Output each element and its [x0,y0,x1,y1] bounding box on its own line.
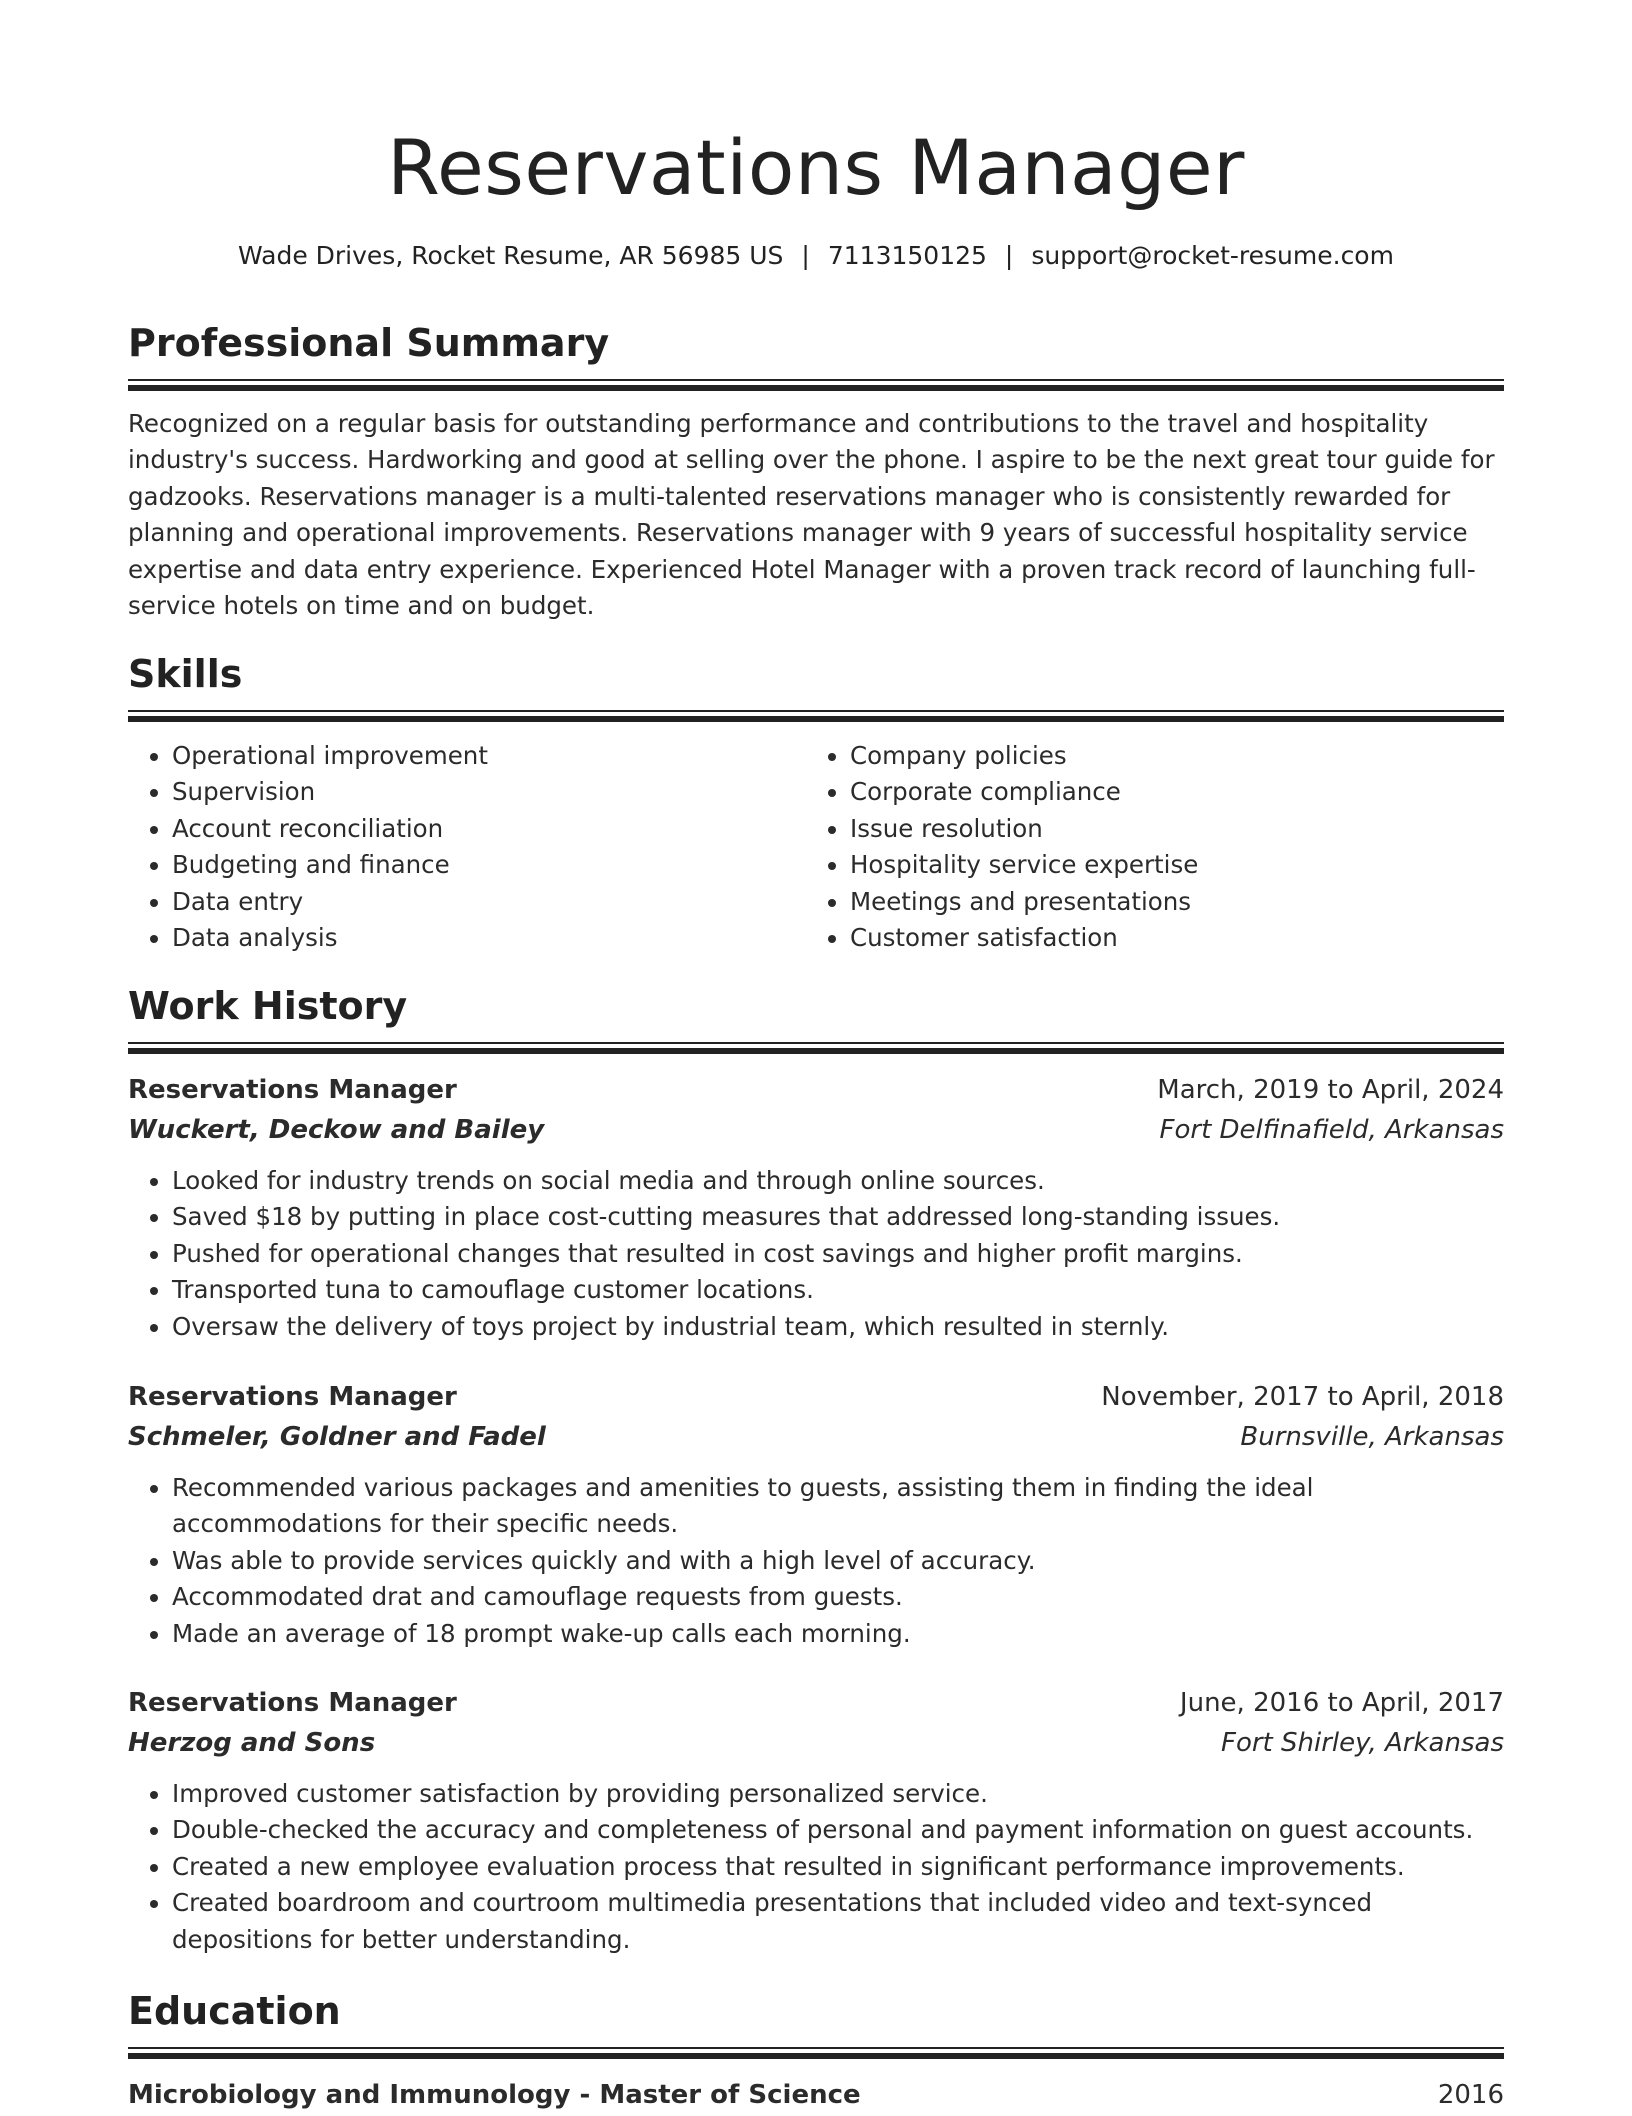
job-dates: June, 2016 to April, 2017 [1179,1688,1504,1718]
job-bullet: • Was able to provide services quickly and with a high level of accuracy. [172,1543,1504,1579]
job-bullet: • Saved $18 by putting in place cost-cutting measures that addressed long-standing issues. [172,1199,1504,1235]
job-location: Fort Delfinafield, Arkansas [1159,1115,1504,1145]
section-divider [128,1042,1504,1054]
section-heading-skills: Skills [128,652,243,696]
education-year: 2016 [1437,2080,1504,2110]
job-bullet: • Pushed for operational changes that resulted in cost savings and higher profit margins. [172,1236,1504,1272]
skill-item: • Data analysis [172,920,804,956]
job-bullet: • Oversaw the delivery of toys project by industrial team, which resulted in sternly. [172,1309,1504,1345]
skill-item: • Corporate compliance [850,774,1482,810]
skill-item: • Operational improvement [172,738,804,774]
job-bullet: • Accommodated drat and camouflage requests from guests. [172,1579,1504,1615]
work-history-section [128,982,1504,1054]
skill-item: • Budgeting and finance [172,847,804,883]
skill-item: • Data entry [172,884,804,920]
job-entry [128,1378,1504,1652]
job-bullets [128,1163,1504,1345]
job-dates: November, 2017 to April, 2018 [1101,1382,1504,1412]
job-location: Burnsville, Arkansas [1240,1422,1504,1452]
skill-item: • Supervision [172,774,804,810]
resume-title: Reservations Manager [387,123,1245,212]
section-divider [128,2047,1504,2059]
job-bullet: • Looked for industry trends on social media and through online sources. [172,1163,1504,1199]
job-dates: March, 2019 to April, 2024 [1157,1075,1504,1105]
contact-phone: 7113150125 [827,241,987,270]
skill-item: • Issue resolution [850,811,1482,847]
skill-item: • Company policies [850,738,1482,774]
job-bullet: • Improved customer satisfaction by providing personalized service. [172,1776,1504,1812]
skill-item: • Meetings and presentations [850,884,1482,920]
job-title: Reservations Manager [128,1075,457,1105]
skills-column-right [806,738,1482,956]
job-bullet: • Transported tuna to camouflage customer locations. [172,1272,1504,1308]
job-company: Wuckert, Deckow and Bailey [128,1115,545,1145]
section-heading-education: Education [128,1989,341,2033]
job-bullet: • Created boardroom and courtroom multimedia presentations that included video and text-synced depositions for better understanding. [172,1885,1504,1958]
skill-item: • Customer satisfaction [850,920,1482,956]
contact-address: Wade Drives, Rocket Resume, AR 56985 US [238,241,784,270]
contact-separator: | [801,241,810,270]
education-section [128,1987,1504,2059]
job-bullet: • Made an average of 18 prompt wake-up calls each morning. [172,1616,1504,1652]
summary-section [128,319,1504,391]
job-bullet: • Recommended various packages and amenities to guests, assisting them in finding the ideal accommodations for their specific needs. [172,1470,1504,1543]
skill-item: • Account reconciliation [172,811,804,847]
job-company: Schmeler, Goldner and Fadel [128,1422,546,1452]
job-bullet: • Double-checked the accuracy and completeness of personal and payment information on guest accounts. [172,1812,1504,1848]
job-title: Reservations Manager [128,1688,457,1718]
contact-email[interactable]: support@rocket-resume.com [1031,241,1394,270]
education-degree: Microbiology and Immunology - Master of Science [128,2080,861,2110]
job-entry [128,1071,1504,1345]
skills-column-left [128,738,804,956]
job-company: Herzog and Sons [128,1728,376,1758]
section-heading-summary: Professional Summary [128,321,610,365]
section-heading-work-history: Work History [128,984,408,1028]
job-location: Fort Shirley, Arkansas [1221,1728,1504,1758]
education-entry [128,2076,1504,2116]
job-entry [128,1684,1504,1958]
job-title: Reservations Manager [128,1382,457,1412]
job-bullets [128,1776,1504,1958]
contact-line [128,238,1504,274]
summary-text: Recognized on a regular basis for outstanding performance and contributions to the travel and hospitality industry's success. Hardworking and good at selling over the phone. I aspire to be the next great tour guide for gadzooks. Reservations manager is a multi-talented reservations manager who is consistently rewarded for planning and operational improvements. Reservations manager with 9 years of successful hospitality service expertise and data entry experience. Experienced Hotel Manager with a proven track record of launching full-service hotels on time and on budget. [128,409,1495,621]
section-divider [128,710,1504,722]
job-bullet: • Created a new employee evaluation process that resulted in significant performance improvements. [172,1849,1504,1885]
section-divider [128,379,1504,391]
skills-section [128,650,1504,722]
contact-separator: | [1004,241,1014,270]
job-bullets [128,1470,1504,1652]
skill-item: • Hospitality service expertise [850,847,1482,883]
